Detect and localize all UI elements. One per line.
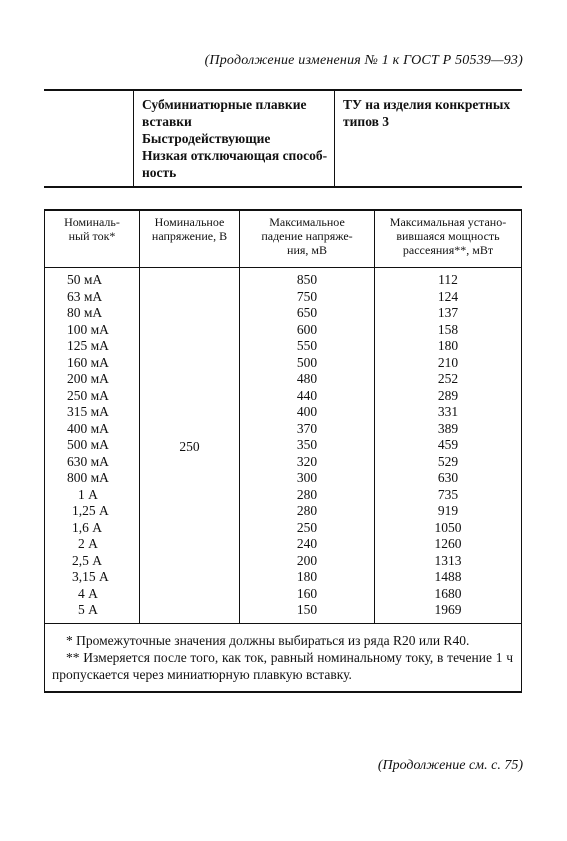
table-row bbox=[45, 520, 521, 537]
table-row bbox=[45, 553, 521, 570]
header-power-dissipation bbox=[375, 211, 522, 268]
cell-power-dissipation: 289 bbox=[437, 387, 459, 403]
header-line: напряжение, В bbox=[151, 229, 228, 243]
cell-rated-current: 5 А bbox=[45, 602, 140, 623]
spec-line: ТУ на изделия конкретных bbox=[343, 97, 511, 112]
table-row bbox=[45, 355, 521, 372]
table-row bbox=[45, 305, 521, 322]
cell-voltage-drop: 750 bbox=[240, 289, 375, 306]
cell-rated-current: 80 мА bbox=[45, 305, 140, 322]
cell-voltage-drop: 550 bbox=[240, 338, 375, 355]
cell-power-dissipation: 1680 bbox=[434, 585, 462, 601]
cell-voltage-drop: 180 bbox=[240, 569, 375, 586]
header-line: Номинальное bbox=[154, 215, 225, 229]
table-row bbox=[45, 569, 521, 586]
cell-power-dissipation: 529 bbox=[437, 453, 459, 469]
cell-voltage-drop: 320 bbox=[240, 454, 375, 471]
cell-power-dissipation: 210 bbox=[437, 354, 459, 370]
table-row bbox=[45, 322, 521, 339]
cell-power-dissipation: 124 bbox=[437, 288, 459, 304]
table-row bbox=[45, 404, 521, 421]
cell-voltage-drop: 600 bbox=[240, 322, 375, 339]
cell-power-dissipation: 252 bbox=[437, 371, 459, 386]
cell-rated-current: 4 А bbox=[45, 586, 140, 603]
cell-rated-current: 400 мА bbox=[45, 421, 140, 438]
cell-rated-current: 315 мА bbox=[45, 404, 140, 421]
header-line: ния, мВ bbox=[287, 243, 327, 257]
spec-line: типов 3 bbox=[343, 114, 390, 129]
header-voltage-drop bbox=[240, 211, 375, 268]
footer-continuation: (Продолжение см. с. 75) bbox=[377, 758, 523, 773]
cell-power-dissipation: 331 bbox=[437, 404, 459, 419]
cell-power-dissipation: 389 bbox=[437, 420, 459, 436]
table-row bbox=[45, 437, 521, 454]
cell-voltage-drop: 280 bbox=[240, 503, 375, 520]
cell-voltage-drop: 350 bbox=[240, 437, 375, 454]
cell-power-dissipation: 1488 bbox=[434, 569, 462, 584]
cell-voltage-drop: 240 bbox=[240, 536, 375, 553]
cell-rated-current: 500 мА bbox=[45, 437, 140, 454]
cell-rated-current: 200 мА bbox=[45, 371, 140, 388]
table-row bbox=[45, 421, 521, 438]
cell-voltage-drop: 200 bbox=[240, 553, 375, 570]
cell-rated-voltage: 250 bbox=[140, 268, 240, 623]
cell-voltage-drop: 250 bbox=[240, 520, 375, 537]
header-line: падение напряже- bbox=[261, 229, 353, 243]
cell-power-dissipation: 919 bbox=[437, 503, 459, 518]
cell-rated-current: 800 мА bbox=[45, 470, 140, 487]
top-table-cell-description bbox=[134, 90, 335, 187]
table-row bbox=[45, 268, 521, 289]
cell-rated-current: 250 мА bbox=[45, 388, 140, 405]
header-line: Номиналь- bbox=[64, 215, 120, 229]
cell-rated-current: 125 мА bbox=[45, 338, 140, 355]
table-row bbox=[45, 338, 521, 355]
cell-voltage-drop: 150 bbox=[240, 602, 375, 623]
table-row bbox=[45, 602, 521, 623]
cell-power-dissipation: 1260 bbox=[434, 536, 462, 551]
cell-voltage-drop: 480 bbox=[240, 371, 375, 388]
cell-power-dissipation: 1313 bbox=[434, 552, 462, 568]
cell-power-dissipation: 630 bbox=[437, 470, 459, 485]
footnote-1: * Промежуточные значения должны выбираться из ряда R20 или R40. bbox=[66, 632, 470, 648]
cell-power-dissipation: 137 bbox=[437, 305, 459, 320]
cell-power-dissipation: 735 bbox=[437, 486, 459, 502]
cell-rated-current: 2,5 А bbox=[45, 553, 140, 570]
description-line: вставки bbox=[142, 114, 192, 129]
cell-rated-current: 2 А bbox=[45, 536, 140, 553]
cell-rated-current: 3,15 А bbox=[45, 569, 140, 586]
cell-voltage-drop: 650 bbox=[240, 305, 375, 322]
description-line: Низкая отключающая способ- bbox=[142, 148, 328, 163]
header-line: ный ток* bbox=[68, 229, 116, 243]
table-row bbox=[45, 503, 521, 520]
cell-power-dissipation: 180 bbox=[437, 338, 459, 353]
table-row bbox=[45, 470, 521, 487]
header-rated-current bbox=[45, 211, 140, 268]
table-row bbox=[45, 454, 521, 471]
footnotes bbox=[45, 623, 521, 691]
table-row bbox=[45, 487, 521, 504]
description-line: Субминиатюрные плавкие bbox=[142, 97, 307, 112]
header-row bbox=[45, 211, 521, 268]
cell-rated-current: 100 мА bbox=[45, 322, 140, 339]
cell-rated-current: 160 мА bbox=[45, 355, 140, 372]
cell-voltage-drop: 160 bbox=[240, 586, 375, 603]
table-row bbox=[45, 586, 521, 603]
table-row bbox=[45, 289, 521, 306]
table-row bbox=[45, 371, 521, 388]
cell-voltage-drop: 370 bbox=[240, 421, 375, 438]
header-line: Максимальная устано- bbox=[389, 215, 507, 229]
cell-power-dissipation: 112 bbox=[438, 272, 458, 287]
header-continuation: (Продолжение изменения № 1 к ГОСТ Р 50539—93) bbox=[204, 53, 523, 68]
table-row bbox=[45, 536, 521, 553]
cell-power-dissipation: 1050 bbox=[434, 519, 462, 535]
description-line: ность bbox=[142, 165, 177, 180]
header-line: рассеяния**, мВт bbox=[402, 243, 494, 257]
top-table-cell-spec bbox=[335, 90, 523, 187]
cell-power-dissipation: 158 bbox=[437, 321, 459, 337]
cell-rated-current: 1,25 А bbox=[45, 503, 140, 520]
header-rated-voltage bbox=[140, 211, 240, 268]
cell-voltage-drop: 440 bbox=[240, 388, 375, 405]
cell-rated-current: 1 А bbox=[45, 487, 140, 504]
main-table-box bbox=[44, 209, 522, 693]
cell-power-dissipation: 459 bbox=[437, 437, 459, 452]
cell-voltage-drop: 400 bbox=[240, 404, 375, 421]
cell-rated-current: 630 мА bbox=[45, 454, 140, 471]
cell-power-dissipation: 1969 bbox=[434, 602, 462, 617]
data-table bbox=[45, 211, 521, 623]
cell-voltage-drop: 280 bbox=[240, 487, 375, 504]
top-table-cell-empty bbox=[44, 90, 134, 187]
cell-rated-current: 50 мА bbox=[45, 268, 140, 289]
description-line: Быстродействующие bbox=[142, 131, 271, 146]
cell-rated-current: 1,6 А bbox=[45, 520, 140, 537]
cell-voltage-drop: 500 bbox=[240, 355, 375, 372]
table-row bbox=[45, 388, 521, 405]
header-line: Максимальное bbox=[269, 215, 345, 229]
cell-rated-current: 63 мА bbox=[45, 289, 140, 306]
cell-voltage-drop: 850 bbox=[240, 268, 375, 289]
top-table bbox=[44, 89, 522, 188]
header-line: вившаяся мощность bbox=[396, 229, 500, 243]
cell-voltage-drop: 300 bbox=[240, 470, 375, 487]
table-body bbox=[45, 268, 521, 623]
footnote-2: ** Измеряется после того, как ток, равный номинальному току, в течение 1 ч пропускается через миниатюрную плавкую вставку. bbox=[52, 649, 513, 682]
